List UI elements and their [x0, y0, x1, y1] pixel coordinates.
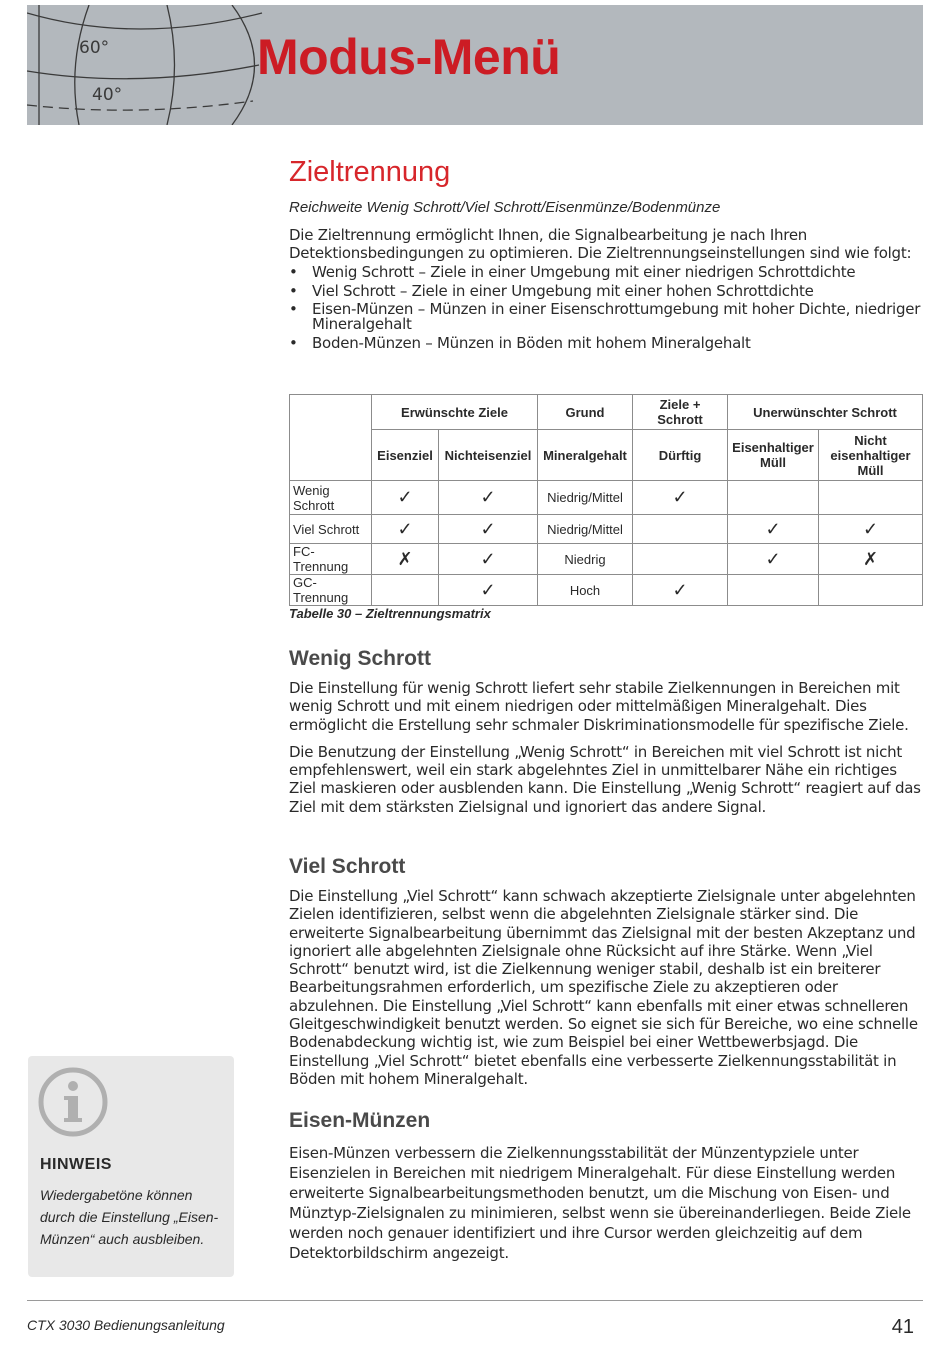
footer-manual-name: CTX 3030 Bedienungsanleitung	[27, 1317, 225, 1333]
row-label: Wenig Schrott	[290, 481, 372, 515]
cell-ferrous-trash: ✓	[728, 515, 819, 544]
cell-ferrous-trash	[728, 481, 819, 515]
section-wenig-schrott	[289, 646, 921, 816]
table-row	[290, 515, 923, 544]
cell-ferrous-trash	[728, 575, 819, 606]
subheader-ferrous: Eisenziel	[372, 430, 439, 481]
cell-ferrous: ✓	[372, 481, 439, 515]
section-eisen-muenzen	[289, 1108, 921, 1263]
list-item: • Wenig Schrott – Ziele in einer Umgebung mit einer niedrigen Schrottdichte	[289, 263, 921, 281]
list-item: • Eisen-Münzen – Münzen in einer Eisenschrottumgebung mit hoher Dichte, niedriger Mineralgehalt	[289, 302, 921, 332]
globe-graphic	[27, 5, 267, 125]
mode-list	[289, 263, 921, 352]
eisen-muenzen-heading: Eisen-Münzen	[289, 1109, 431, 1132]
subheader-ferrous-trash: Eisenhaltiger Müll	[728, 430, 819, 481]
cell-ferrous: ✓	[372, 515, 439, 544]
cell-nonferrous-trash	[819, 575, 923, 606]
table-caption: Tabelle 30 – Zieltrennungsmatrix	[289, 606, 491, 621]
header-ground: Grund	[538, 395, 633, 430]
cell-poor	[633, 515, 728, 544]
footer-divider	[27, 1300, 923, 1301]
cell-nonferrous: ✓	[439, 481, 538, 515]
wenig-schrott-heading: Wenig Schrott	[289, 647, 431, 670]
cell-nonferrous: ✓	[439, 515, 538, 544]
cell-mineral: Hoch	[538, 575, 633, 606]
wenig-schrott-paragraph-2: Die Benutzung der Einstellung „Wenig Schrott“ in Bereichen mit viel Schrott ist nicht empfehlenswert, weil ein stark abgelehntes Ziel in unmittelbarer Nähe ein richtiges Ziel maskieren oder ausblenden kann. Die Einstellung „Wenig Schrott“ reagiert auf das Ziel mit dem stärksten Zielsignal und ignoriert das andere Signal.	[289, 742, 921, 816]
globe-label-40: 40°	[92, 85, 123, 105]
page-title: Modus-Menü	[257, 29, 561, 85]
section-title: Zieltrennung	[289, 156, 451, 188]
info-icon	[37, 1066, 109, 1138]
list-item: • Boden-Münzen – Münzen in Böden mit hohem Mineralgehalt	[289, 334, 921, 352]
cell-poor	[633, 544, 728, 575]
cell-nonferrous-trash: ✗	[819, 544, 923, 575]
eisen-muenzen-paragraph: Eisen-Münzen verbessern die Zielkennungsstabilität der Münzentypziele unter Eisenzielen in Bereichen mit niedrigem Mineralgehalt. Für diese Einstellung werden erweiterte Signalbearbeitungsmethoden benutzt, um die Mischung von Eisen- und Münztyp-Zielsignalen zu minimieren, selbst wenn sie übereinanderliegen. Beide Ziele werden noch genauer identifiziert und ihre Cursor werden gleichzeitig auf dem Detektorbildschirm angezeigt.	[289, 1144, 911, 1262]
cell-poor: ✓	[633, 575, 728, 606]
note-box	[28, 1056, 234, 1277]
section-intro-text: Die Zieltrennung ermöglicht Ihnen, die Signalbearbeitung je nach Ihren Detektionsbedingungen zu optimieren. Die Zieltrennungseinstellungen sind wie folgt:	[289, 226, 912, 263]
cell-ferrous-trash: ✓	[728, 544, 819, 575]
cell-mineral: Niedrig/Mittel	[538, 481, 633, 515]
cell-mineral: Niedrig	[538, 544, 633, 575]
viel-schrott-heading: Viel Schrott	[289, 855, 406, 878]
subheader-poor: Dürftig	[633, 430, 728, 481]
cell-nonferrous-trash	[819, 481, 923, 515]
table-row	[290, 575, 923, 606]
row-label: GC-Trennung	[290, 575, 372, 606]
list-item: • Viel Schrott – Ziele in einer Umgebung mit einer hohen Schrottdichte	[289, 282, 921, 300]
header-targets-trash: Ziele + Schrott	[633, 395, 728, 430]
cell-ferrous	[372, 575, 439, 606]
cell-nonferrous: ✓	[439, 575, 538, 606]
note-text: Wiedergabetöne können durch die Einstellung „Eisen-Münzen“ auch ausbleiben.	[40, 1187, 219, 1247]
table-row	[290, 481, 923, 515]
note-title: HINWEIS	[40, 1156, 112, 1173]
separation-matrix-table	[289, 394, 923, 606]
row-label: Viel Schrott	[290, 515, 372, 544]
cell-poor: ✓	[633, 481, 728, 515]
table-row	[290, 544, 923, 575]
header-wanted: Erwünschte Ziele	[372, 395, 538, 430]
row-label: FC-Trennung	[290, 544, 372, 575]
subheader-nonferrous-trash: Nicht eisenhaltiger Müll	[819, 430, 923, 481]
globe-label-60: 60°	[79, 38, 110, 58]
header-unwanted: Unerwünschter Schrott	[728, 395, 923, 430]
page-number: 41	[891, 1316, 914, 1338]
cell-mineral: Niedrig/Mittel	[538, 515, 633, 544]
cell-nonferrous: ✓	[439, 544, 538, 575]
page-header	[27, 5, 923, 125]
section-intro	[289, 155, 921, 353]
section-viel-schrott	[289, 854, 921, 1088]
subheader-mineral: Mineralgehalt	[538, 430, 633, 481]
subheader-nonferrous: Nichteisenziel	[439, 430, 538, 481]
wenig-schrott-paragraph-1: Die Einstellung für wenig Schrott liefert sehr stabile Zielkennungen in Bereichen mit wenig Schrott und mit einem niedrigen oder mittelmäßigen Mineralgehalt. Dies ermöglicht die Erstellung sehr schmaler Diskriminationsmodelle für spezifische Ziele.	[289, 679, 909, 734]
cell-ferrous: ✗	[372, 544, 439, 575]
section-subtitle: Reichweite Wenig Schrott/Viel Schrott/Eisenmünze/Bodenmünze	[289, 199, 721, 216]
corner-cell	[290, 395, 372, 481]
cell-nonferrous-trash: ✓	[819, 515, 923, 544]
viel-schrott-paragraph: Die Einstellung „Viel Schrott“ kann schwach akzeptierte Zielsignale unter abgelehnten Zielen identifizieren, selbst wenn die abgelehnten Zielsignale stärker sind. Die erweiterte Signalbearbeitung übernimmt das Zielsignal mit der besten Akzeptanz und ignoriert alle abgelehnten Zielsignale ohne Rücksicht auf ihre Stärke. Wenn „Viel Schrott“ benutzt wird, ist die Zielkennung weniger stabil, deshalb ist ein breiterer Bearbeitungsrahmen erforderlich, um spezifische Ziele zu akzeptieren oder abzulehnen. Die Einstellung „Viel Schrott“ kann ebenfalls mit einer etwas schnelleren Gleitgeschwindigkeit benutzt werden. So eignet sie sich für Bereiche, wo eine schnelle Bodenabdeckung wichtig ist, wie zum Beispiel bei einer Wettbewerbsjagd. Die Einstellung „Viel Schrott“ bietet ebenfalls eine verbesserte Zielkennungsstabilität in Böden mit hohem Mineralgehalt.	[289, 887, 918, 1088]
